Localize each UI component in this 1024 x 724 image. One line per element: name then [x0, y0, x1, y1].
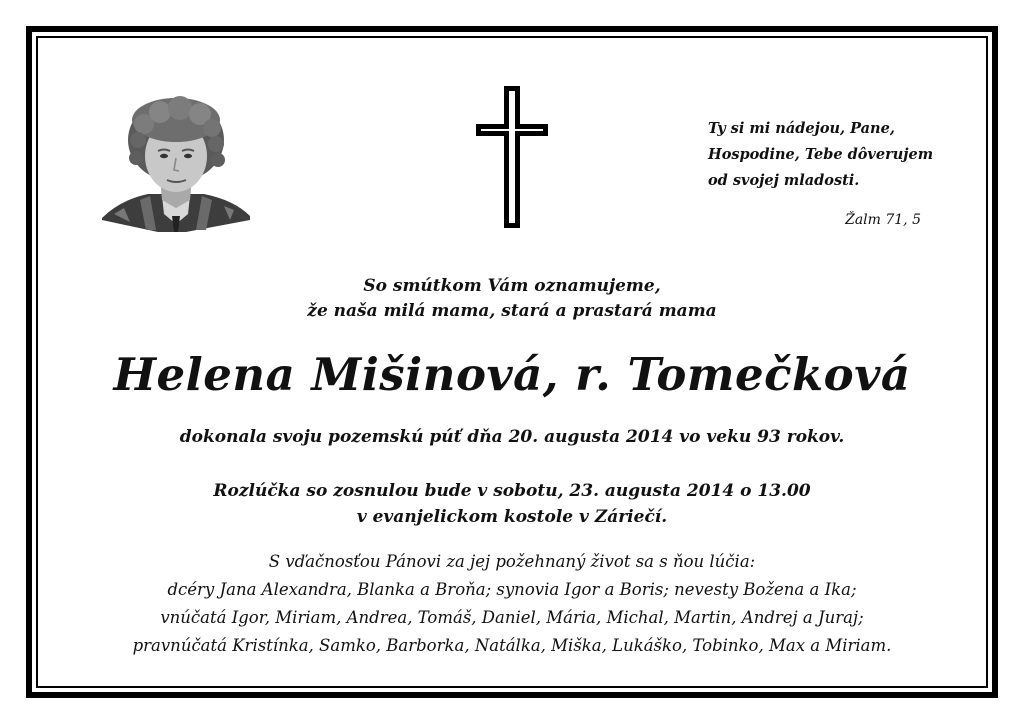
- verse-line: Hospodine, Tebe dôverujem: [708, 146, 934, 163]
- funeral-info: [40, 478, 984, 530]
- announcement-intro: [40, 274, 984, 324]
- portrait-photo: [100, 96, 252, 234]
- death-notice: dokonala svoju pozemskú púť dňa 20. augusta 2014 vo veku 93 rokov.: [179, 427, 845, 447]
- intro-line: že naša milá mama, stará a prastará mama: [307, 301, 717, 321]
- family-line: S vďačnosťou Pánovi za jej požehnaný život sa s ňou lúčia:: [268, 552, 756, 571]
- bible-verse: [708, 116, 968, 194]
- funeral-line: v evanjelickom kostole v Záriečí.: [356, 507, 668, 527]
- cross-icon: [472, 84, 552, 230]
- verse-line: Ty si mi nádejou, Pane,: [708, 120, 895, 137]
- verse-line: od svojej mladosti.: [708, 172, 860, 189]
- family-list: [40, 548, 984, 660]
- verse-reference: Žalm 71, 5: [845, 212, 921, 228]
- family-line: vnúčatá Igor, Miriam, Andrea, Tomáš, Daniel, Mária, Michal, Martin, Andrej a Juraj;: [160, 608, 864, 627]
- family-line: dcéry Jana Alexandra, Blanka a Broňa; synovia Igor a Boris; nevesty Božena a Ika;: [167, 580, 857, 599]
- intro-line: So smútkom Vám oznamujeme,: [363, 276, 661, 296]
- funeral-line: Rozlúčka so zosnulou bude v sobotu, 23. augusta 2014 o 13.00: [213, 481, 811, 501]
- family-line: pravnúčatá Kristínka, Samko, Barborka, Natálka, Miška, Lukáško, Tobinko, Max a Miriam.: [132, 636, 892, 655]
- deceased-name: Helena Mišinová, r. Tomečková: [113, 348, 911, 401]
